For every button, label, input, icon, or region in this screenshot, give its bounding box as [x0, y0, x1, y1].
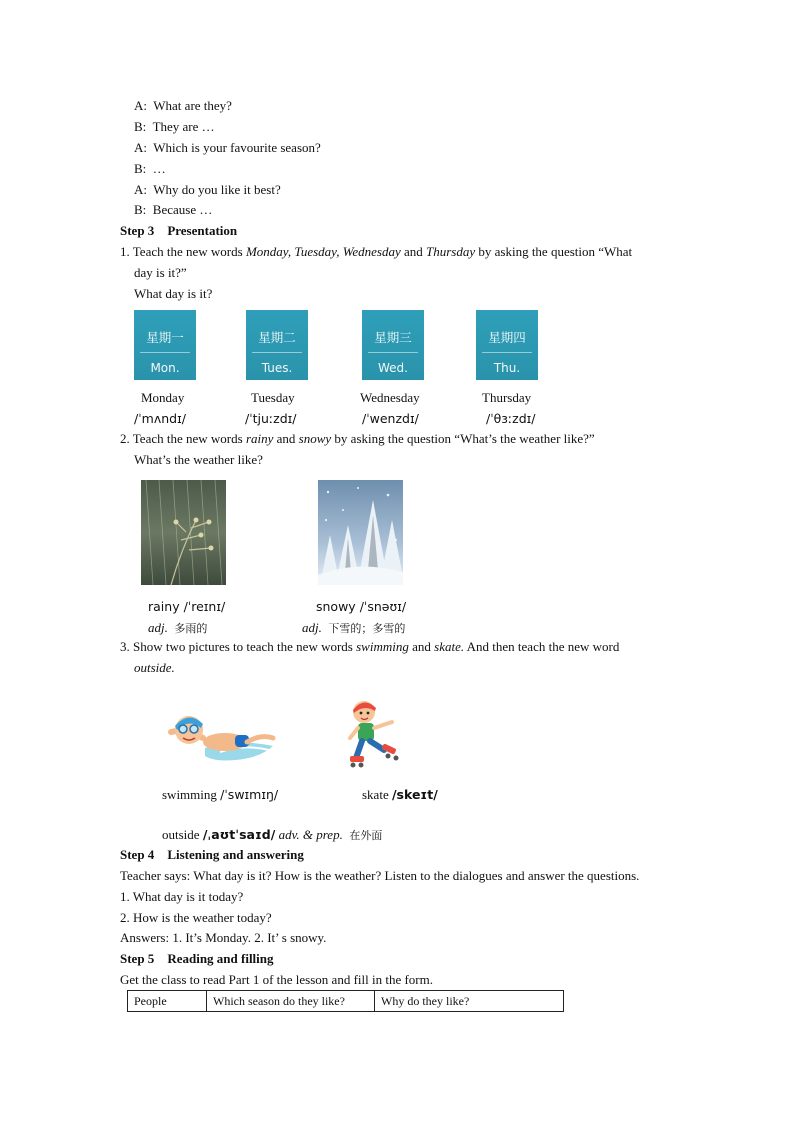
day-card-cn: 星期三 [374, 330, 412, 345]
day-card-tuesday [246, 310, 308, 380]
step3-item1: 1. Teach the new words Monday, Tuesday, Wednesday and Thursday by asking the question “What [120, 244, 633, 259]
step3-item1-question: What day is it? [134, 286, 213, 301]
day-word: Monday [141, 390, 185, 405]
weather-meaning-rainy: adj. 多雨的 [148, 620, 208, 635]
day-word: Wednesday [360, 390, 420, 405]
dialogue-line: A: What are they? [134, 98, 232, 113]
weather-word-rainy: rainy /ˈreɪnɪ/ [148, 599, 226, 614]
day-word: Tuesday [251, 390, 295, 405]
step3-item3: 3. Show two pictures to teach the new words swimming and skate. And then teach the new word [120, 639, 620, 654]
weather-meaning-snowy: adj. 下雪的；多雪的 [302, 620, 406, 635]
swimming-picture [165, 708, 277, 770]
day-phonetic: /ˈθɜːzdɪ/ [486, 411, 536, 426]
day-card-cn: 星期二 [258, 330, 296, 345]
day-card-wednesday [362, 310, 424, 380]
step3-heading: Step 3 Presentation [120, 223, 238, 238]
step5-intro: Get the class to read Part 1 of the lesson and fill in the form. [120, 972, 434, 987]
dialogue-line: B: Because … [134, 202, 213, 217]
step4-answers: Answers: 1. It’s Monday. 2. It’ s snowy. [120, 930, 327, 945]
dialogue-line: B: They are … [134, 119, 215, 134]
day-card-abbr: Tues. [261, 361, 293, 375]
step3-item2: 2. Teach the new words rainy and snowy by asking the question “What’s the weather like?” [120, 431, 595, 446]
day-phonetic: /ˈmʌndɪ/ [134, 411, 186, 426]
step3-item1-line2: day is it?” [134, 265, 187, 280]
dialogue-line: B: … [134, 161, 166, 176]
day-card-cn: 星期四 [488, 330, 526, 345]
day-card-abbr: Mon. [150, 361, 180, 375]
day-card-abbr: Thu. [493, 361, 521, 375]
day-phonetic: /ˈtjuːzdɪ/ [245, 411, 297, 426]
table-row [128, 991, 564, 1012]
step4-question-1: 1. What day is it today? [120, 889, 244, 904]
step4-intro: Teacher says: What day is it? How is the weather? Listen to the dialogues and answer the questions. [120, 868, 640, 883]
table-header-people: People [128, 991, 207, 1012]
snowy-photo [318, 480, 403, 585]
table-header-why: Why do they like? [375, 991, 564, 1012]
day-card-abbr: Wed. [378, 361, 408, 375]
step4-question-2: 2. How is the weather today? [120, 910, 272, 925]
fill-form-table [127, 990, 564, 1012]
table-header-season: Which season do they like? [207, 991, 375, 1012]
day-card-cn: 星期一 [146, 330, 184, 345]
step5-heading: Step 5 Reading and filling [120, 951, 274, 966]
sport-word-swimming: swimming /ˈswɪmɪŋ/ [162, 787, 279, 802]
skate-picture [348, 698, 410, 770]
weather-word-snowy: snowy /ˈsnəʊɪ/ [316, 599, 407, 614]
step4-heading: Step 4 Listening and answering [120, 847, 304, 862]
dialogue-line: A: Why do you like it best? [134, 182, 281, 197]
day-phonetic: /ˈwenzdɪ/ [362, 411, 419, 426]
outside-word: outside /ˌaʊtˈsaɪd/ adv. & prep. 在外面 [162, 827, 383, 842]
day-card-thursday [476, 310, 538, 380]
step3-item3-line2: outside. [134, 660, 175, 675]
day-card-monday [134, 310, 196, 380]
dialogue-line: A: Which is your favourite season? [134, 140, 321, 155]
rainy-photo [141, 480, 226, 585]
step3-item2-question: What’s the weather like? [134, 452, 263, 467]
day-word: Thursday [482, 390, 532, 405]
sport-word-skate: skate /skeɪt/ [362, 787, 438, 802]
